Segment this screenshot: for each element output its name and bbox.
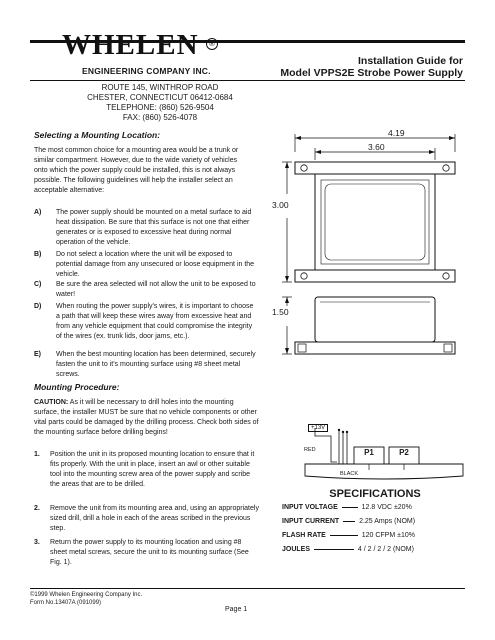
- spec-key: INPUT CURRENT: [282, 518, 340, 525]
- footer-rule: [30, 588, 465, 589]
- intro-paragraph: The most common choice for a mounting area would be a trunk or similar compartment. However, due to the wide variety of vehicles onto which the power supply could be installed, this is not always possible. The following guidelines will help the installer select an acceptable alternative:: [34, 147, 239, 194]
- step-number: 2.: [34, 505, 40, 512]
- power-supply-dimension-diagram: [270, 122, 470, 384]
- guideline-item: [34, 250, 259, 280]
- guideline-label: A): [34, 209, 42, 216]
- section-title-mounting-procedure: Mounting Procedure:: [34, 382, 120, 392]
- spec-leader: [343, 521, 355, 522]
- form-number: Form No.13407A (091099): [30, 600, 102, 606]
- guideline-text: Be sure the area selected will not allow the unit to be exposed to water!: [56, 281, 256, 298]
- guideline-item: [34, 280, 259, 300]
- step-number: 3.: [34, 539, 40, 546]
- spec-leader: [314, 549, 354, 550]
- guideline-label: E): [34, 351, 41, 358]
- guide-title-line2: Model VPPS2E Strobe Power Supply: [280, 67, 463, 79]
- procedure-step: [34, 538, 259, 568]
- guideline-text: When routing the power supply's wires, it is important to choose a path that will keep these wires away from excessive heat and from any vehicle equipment that could compromise the integrity of the wires (ex. trunk lids, door jams, etc.).: [56, 303, 254, 340]
- page-number: Page 1: [225, 606, 248, 613]
- spec-value: 2.25 Amps (NOM): [359, 518, 416, 525]
- step-text: Return the power supply to its mounting location and using #8 sheet metal screws, secure the unit to its mounting surface (See Fig. 1).: [50, 539, 249, 566]
- dimension-depth: 3.00: [272, 200, 289, 210]
- guideline-label: D): [34, 303, 42, 310]
- copyright: ©1999 Whelen Engineering Company Inc.: [30, 592, 143, 598]
- dimension-height: 1.50: [272, 307, 289, 317]
- caution-paragraph: [34, 398, 259, 438]
- spec-row-joules: [282, 546, 414, 553]
- wire-label-13v: +13V: [308, 424, 328, 432]
- spec-value: 4 / 2 / 2 / 2 (NOM): [357, 546, 414, 553]
- procedure-step: [34, 450, 259, 490]
- header-rule: [30, 80, 465, 81]
- spec-key: FLASH RATE: [282, 532, 326, 539]
- spec-leader: [342, 507, 358, 508]
- company-name: ENGINEERING COMPANY INC.: [82, 66, 211, 76]
- step-number: 1.: [34, 451, 40, 458]
- guideline-text: When the best mounting location has been determined, securely fasten the unit to it's mounting surface using #8 sheet metal screws.: [56, 351, 256, 378]
- wire-label-red: RED: [304, 447, 316, 453]
- address-line: TELEPHONE: (860) 526-9504: [106, 103, 214, 112]
- spec-value: 120 CFPM ±10%: [361, 532, 415, 539]
- spec-row-input-voltage: [282, 504, 412, 511]
- dimension-width-outer: 4.19: [388, 128, 405, 138]
- address-line: ROUTE 145, WINTHROP ROAD: [101, 83, 219, 92]
- connector-p1-label: P1: [364, 448, 374, 457]
- caution-text: As it will be necessary to drill holes into the mounting surface, the installer MUST be sure that no vehicle components or other vital parts could be damaged by the drilling process. Check both sides of the mounting surface before drilling begins!: [34, 399, 259, 436]
- step-text: Position the unit in its proposed mounting location to ensure that it fits properly. With the unit in place, insert an awl or other suitable tool into the mounting screw area of the power supply and scribe the areas that are to be drilled.: [50, 451, 255, 488]
- guideline-label: C): [34, 281, 42, 288]
- address-line: FAX: (860) 526-4078: [122, 113, 198, 122]
- step-text: Remove the unit from its mounting area and, using an appropriately sized drill, drill a hole in each of the areas scribed in the previous step.: [50, 505, 259, 532]
- specifications-title: SPECIFICATIONS: [329, 488, 421, 500]
- guideline-item: [34, 208, 259, 248]
- connector-p2-label: P2: [399, 448, 409, 457]
- caution-label: CAUTION:: [34, 399, 69, 406]
- address-line: CHESTER, CONNECTICUT 06412-0684: [87, 93, 233, 102]
- section-title-mounting-location: Selecting a Mounting Location:: [34, 130, 161, 140]
- dimension-width-inner: 3.60: [368, 142, 385, 152]
- guide-title-line1: Installation Guide for: [357, 55, 463, 67]
- guideline-text: Do not select a location where the unit will be exposed to potential damage from any unsecured or loose equipment in the vehicle.: [56, 251, 255, 278]
- guideline-label: B): [34, 251, 42, 258]
- spec-value: 12.8 VDC ±20%: [361, 504, 412, 511]
- guideline-item: [34, 302, 259, 342]
- spec-key: JOULES: [282, 546, 311, 553]
- wire-label-black: BLACK: [340, 471, 359, 477]
- procedure-step: [34, 504, 259, 534]
- guideline-item: [34, 350, 259, 380]
- spec-key: INPUT VOLTAGE: [282, 504, 338, 511]
- spec-row-flash-rate: [282, 532, 415, 539]
- registered-mark: ®: [206, 38, 218, 50]
- spec-row-input-current: [282, 518, 415, 525]
- spec-leader: [330, 535, 358, 536]
- guideline-text: The power supply should be mounted on a metal surface to aid heat dissipation. Be sure that this surface is not one that either generates or is exposed to excessive heat during normal operation of the vehicle.: [56, 209, 252, 246]
- company-logo: WHELEN: [62, 29, 199, 61]
